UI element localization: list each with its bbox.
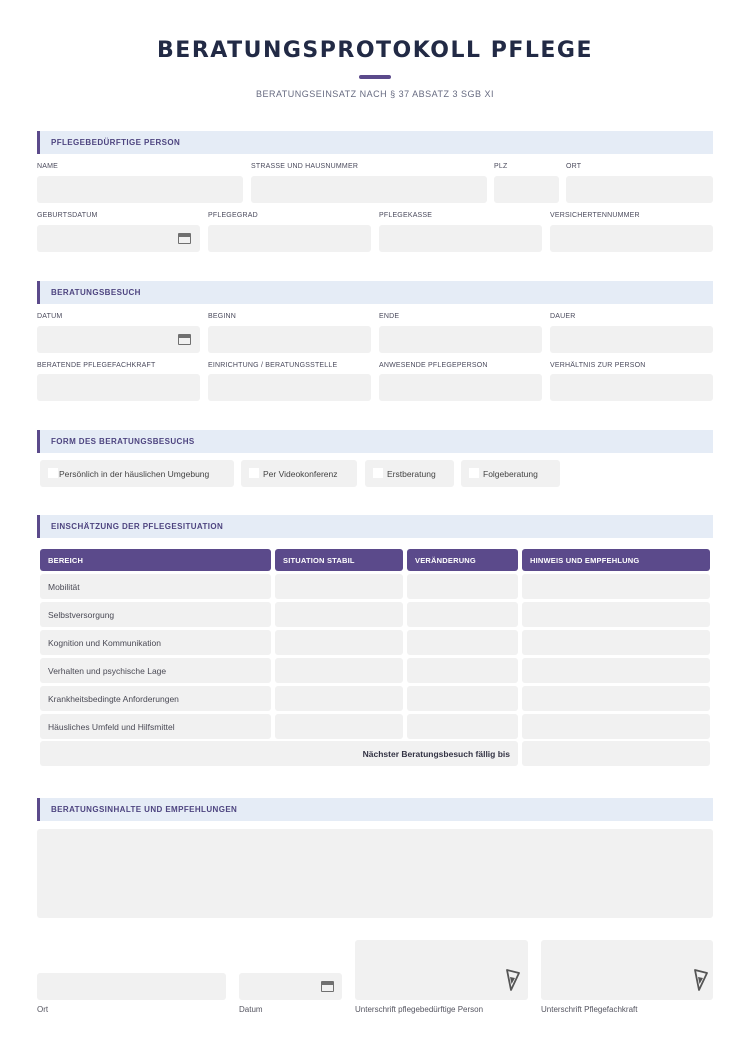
table-row-label-cell [40,630,271,655]
table-cell-input[interactable] [522,686,710,711]
start-field[interactable] [208,326,371,353]
table-row-label-cell [40,714,271,739]
section-title: EINSCHÄTZUNG DER PFLEGESITUATION [51,522,224,531]
plz-field[interactable] [494,176,559,203]
checkbox[interactable] [249,468,259,478]
table-cell-input[interactable] [407,714,518,739]
name-label: NAME [37,163,59,170]
section-header-person [37,131,713,154]
insurance-label: PFLEGEKASSE [379,212,433,219]
ort-field[interactable] [566,176,713,203]
insurance-field[interactable] [379,225,542,252]
duration-label: DAUER [550,313,576,320]
option-label: Folgeberatung [483,469,538,479]
option-label: Persönlich in der häuslichen Umgebung [59,469,210,479]
caregiver-label: ANWESENDE PFLEGEPERSON [379,362,488,369]
insurance-number-label: VERSICHERTENNUMMER [550,212,640,219]
facility-label: EINRICHTUNG / BERATUNGSSTELLE [208,362,338,369]
signature-patient-field[interactable] [355,940,528,1000]
page-subtitle: BERATUNGSEINSATZ NACH § 37 ABSATZ 3 SGB XI [255,89,495,99]
section-header-visit [37,281,713,304]
table-row-label-cell [40,658,271,683]
section-header-assessment [37,515,713,538]
table-row-label: Häusliches Umfeld und Hilfsmittel [48,722,175,732]
signature-date-field[interactable] [239,973,342,1000]
table-cell-input[interactable] [407,630,518,655]
calendar-icon[interactable] [178,334,191,345]
checkbox[interactable] [469,468,479,478]
section-header-content [37,798,713,821]
name-field[interactable] [37,176,243,203]
option-first-consultation[interactable] [365,460,454,487]
option-follow-up[interactable] [461,460,560,487]
pen-nib-icon [505,969,521,991]
pen-nib-icon [693,969,709,991]
section-title: PFLEGEBEDÜRFTIGE PERSON [51,138,181,147]
section-header-form [37,430,713,453]
option-label: Per Videokonferenz [263,469,338,479]
table-row-label-cell [40,602,271,627]
page-title: BERATUNGSPROTOKOLL PFLEGE [157,38,593,63]
table-cell-input[interactable] [275,602,403,627]
table-row-label: Kognition und Kommunikation [48,638,161,648]
table-cell-input[interactable] [407,602,518,627]
title-underline [359,75,391,79]
place-field[interactable] [37,973,226,1000]
table-row-label: Krankheitsbedingte Anforderungen [48,694,179,704]
checkbox[interactable] [373,468,383,478]
date-field[interactable] [37,326,200,353]
table-header-area: BEREICH [40,549,271,571]
table-row-label: Mobilität [48,582,80,592]
section-title: BERATUNGSBESUCH [51,288,141,297]
signature-patient-caption: Unterschrift pflegebedürftige Person [355,1005,484,1014]
option-in-person[interactable] [40,460,234,487]
table-cell-input[interactable] [275,574,403,599]
table-row-label-cell [40,574,271,599]
calendar-icon[interactable] [178,233,191,244]
nurse-label: BERATENDE PFLEGEFACHKRAFT [37,362,156,369]
date-label: DATUM [37,313,63,320]
birthdate-label: GEBURTSDATUM [37,212,98,219]
table-cell-input[interactable] [275,630,403,655]
table-cell-input[interactable] [275,686,403,711]
table-cell-input[interactable] [522,630,710,655]
section-title: FORM DES BERATUNGSBESUCHS [51,437,195,446]
table-cell-input[interactable] [522,574,710,599]
calendar-icon[interactable] [321,981,334,992]
start-label: BEGINN [208,313,237,320]
nurse-field[interactable] [37,374,200,401]
table-cell-input[interactable] [407,574,518,599]
facility-field[interactable] [208,374,371,401]
table-row-label: Verhalten und psychische Lage [48,666,167,676]
care-level-label: PFLEGEGRAD [208,212,258,219]
caregiver-field[interactable] [379,374,542,401]
next-visit-date-field[interactable] [522,741,710,766]
table-cell-input[interactable] [407,686,518,711]
relationship-field[interactable] [550,374,713,401]
street-label: STRASSE UND HAUSNUMMER [251,163,359,170]
table-cell-input[interactable] [275,714,403,739]
street-field[interactable] [251,176,487,203]
table-row-label-cell [40,686,271,711]
table-cell-input[interactable] [522,714,710,739]
checkbox[interactable] [48,468,58,478]
table-row-label: Selbstversorgung [48,610,115,620]
option-video[interactable] [241,460,357,487]
plz-label: PLZ [494,163,508,170]
table-header-recommendation: HINWEIS UND EMPFEHLUNG [522,549,710,571]
birthdate-field[interactable] [37,225,200,252]
next-visit-label-cell: Nächster Beratungsbesuch fällig bis [40,741,518,766]
end-label: ENDE [379,313,400,320]
ort-label: ORT [566,163,582,170]
relationship-label: VERHÄLTNIS ZUR PERSON [550,362,646,369]
table-header-change: VERÄNDERUNG [407,549,518,571]
signature-nurse-field[interactable] [541,940,713,1000]
section-title: BERATUNGSINHALTE UND EMPFEHLUNGEN [51,805,238,814]
duration-field[interactable] [550,326,713,353]
place-caption: Ort [37,1005,49,1014]
table-cell-input[interactable] [407,658,518,683]
table-cell-input[interactable] [522,602,710,627]
option-label: Erstberatung [387,469,436,479]
end-field[interactable] [379,326,542,353]
date-caption: Datum [239,1005,263,1014]
consultation-content-textarea[interactable] [37,829,713,918]
table-header-stable: SITUATION STABIL [275,549,403,571]
care-level-field[interactable] [208,225,371,252]
table-cell-input[interactable] [522,658,710,683]
table-cell-input[interactable] [275,658,403,683]
insurance-number-field[interactable] [550,225,713,252]
signature-nurse-caption: Unterschrift Pflegefachkraft [541,1005,638,1014]
